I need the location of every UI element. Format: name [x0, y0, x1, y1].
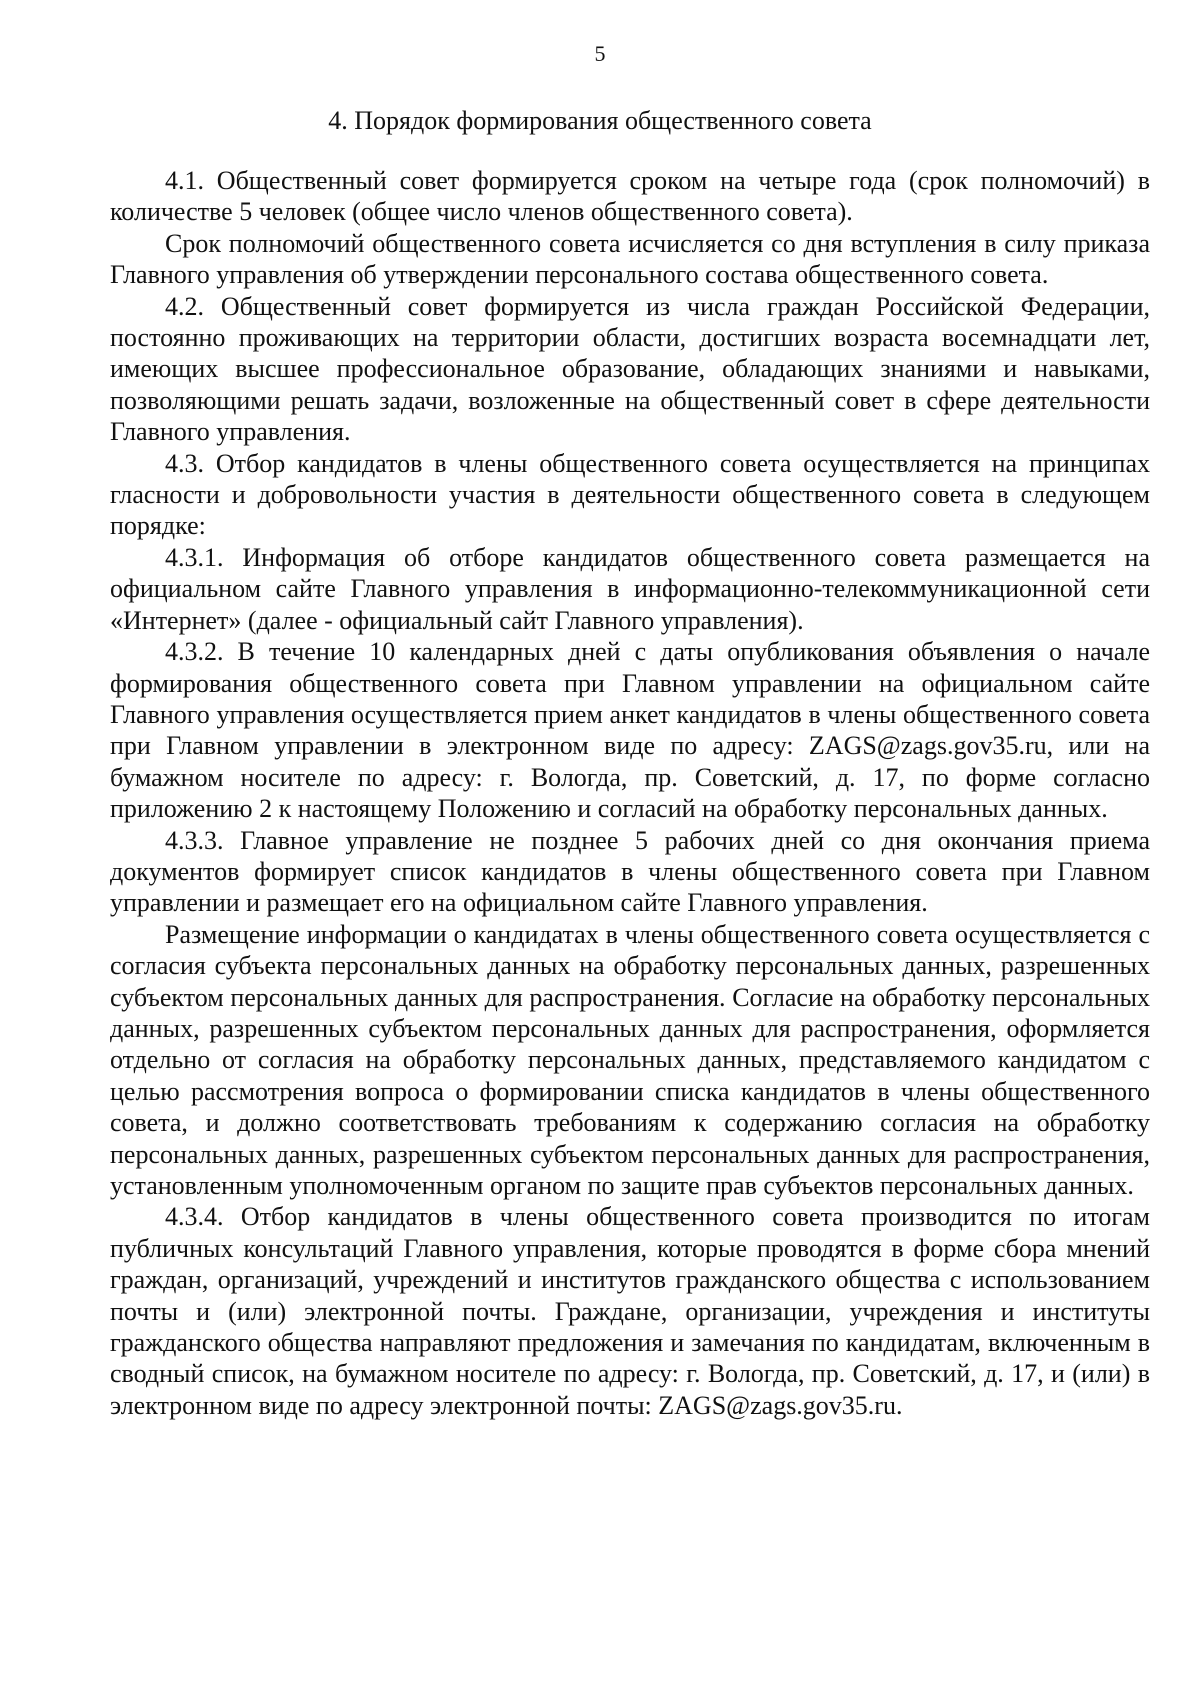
paragraph-4-3-2: 4.3.2. В течение 10 календарных дней с даты опубликования объявления о начале формирования общественного совета при Главном управлении на официальном сайте Главного управления осуществляется прием анкет кандидатов в члены общественного совета при Главном управлении в электронном виде по адресу: ZAGS@zags.gov35.ru, или на бумажном носителе по адресу: г. Вологда, пр. Советский, д. 17, по форме согласно приложению 2 к настоящему Положению и согласий на обработку персональных данных. [110, 637, 1150, 824]
paragraph-consent: Размещение информации о кандидатах в члены общественного совета осуществляется с согласия субъекта персональных данных на обработку персональных данных, разрешенных субъектом персональных данных для распространения. Согласие на обработку персональных данных, разрешенных субъектом персональных данных для распространения, оформляется отдельно от согласия на обработку персональных данных, представляемого кандидатом с целью рассмотрения вопроса о формировании списка кандидатов в члены общественного совета, и должно соответствовать требованиям к содержанию согласия на обработку персональных данных, разрешенных субъектом персональных данных для распространения, установленным уполномоченным органом по защите прав субъектов персональных данных. [110, 919, 1150, 1200]
page-number: 5 [594, 41, 606, 66]
paragraph-4-3-3: 4.3.3. Главное управление не позднее 5 рабочих дней со дня окончания приема документов формирует список кандидатов в члены общественного совета при Главном управлении и размещает его на официальном сайте Главного управления. [110, 825, 1150, 918]
paragraph-4-2: 4.2. Общественный совет формируется из числа граждан Российской Федерации, постоянно проживающих на территории области, достигших возраста восемнадцати лет, имеющих высшее профессиональное образование, обладающих знаниями и навыками, позволяющими решать задачи, возложенные на общественный совет в сфере деятельности Главного управления. [110, 291, 1150, 447]
paragraph-4-3-4: 4.3.4. Отбор кандидатов в члены общественного совета производится по итогам публичных консультаций Главного управления, которые проводятся в форме сбора мнений граждан, организаций, учреждений и институтов гражданского общества с использованием почты и (или) электронной почты. Граждане, организации, учреждения и институты гражданского общества направляют предложения и замечания по кандидатам, включенным в сводный список, на бумажном носителе по адресу: г. Вологда, пр. Советский, д. 17, и (или) в электронном виде по адресу электронной почты: ZAGS@zags.gov35.ru. [110, 1202, 1150, 1420]
section-heading: 4. Порядок формирования общественного совета [328, 106, 872, 135]
paragraph-4-1: 4.1. Общественный совет формируется сроком на четыре года (срок полномочий) в количестве 5 человек (общее число членов общественного совета). [110, 166, 1150, 227]
paragraph-term: Срок полномочий общественного совета исчисляется со дня вступления в силу приказа Главного управления об утверждении персонального состава общественного совета. [110, 228, 1150, 290]
paragraph-4-3-1: 4.3.1. Информация об отборе кандидатов общественного совета размещается на официальном сайте Главного управления в информационно-телекоммуникационной сети «Интернет» (далее - официальный сайт Главного управления). [110, 542, 1150, 635]
paragraph-4-3: 4.3. Отбор кандидатов в члены общественного совета осуществляется на принципах гласности и добровольности участия в деятельности общественного совета в следующем порядке: [110, 448, 1150, 541]
document-body [110, 165, 1150, 1421]
